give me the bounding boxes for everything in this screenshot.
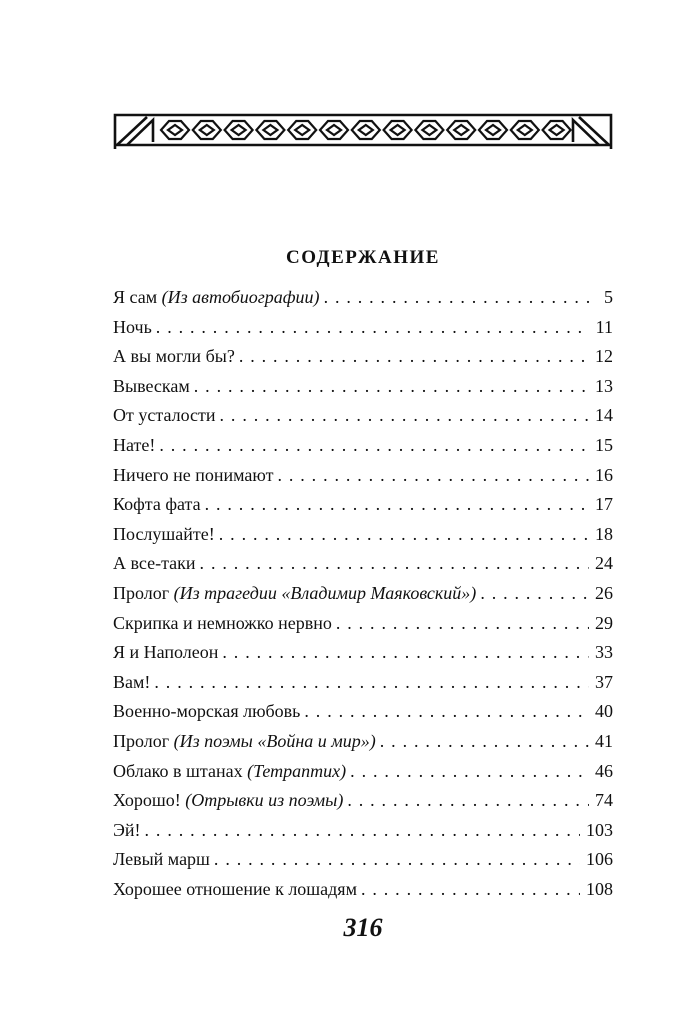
ornament-diamond-motif xyxy=(232,125,246,135)
toc-entry xyxy=(113,845,613,875)
dot-leader xyxy=(350,757,589,787)
ornament-diamond-motif xyxy=(422,125,436,135)
dot-leader xyxy=(277,461,589,491)
toc-entry-page: 103 xyxy=(586,819,613,840)
page-number: 316 xyxy=(343,913,383,942)
toc-entry-title: Пролог (Из трагедии «Владимир Маяковский») xyxy=(113,582,477,603)
dot-leader xyxy=(200,549,589,579)
toc-entry-title: Вывескам xyxy=(113,375,190,396)
toc-entry xyxy=(113,786,613,816)
table-of-contents xyxy=(113,283,613,904)
toc-entry-title: Военно-морская любовь xyxy=(113,701,301,722)
dot-leader xyxy=(380,727,589,757)
toc-entry-title: Левый марш xyxy=(113,849,210,870)
dot-leader xyxy=(154,668,589,698)
toc-entry-page: 106 xyxy=(586,849,613,870)
toc-entry-subtitle: (Отрывки из поэмы) xyxy=(185,790,344,811)
toc-entry xyxy=(113,431,613,461)
toc-entry-title: Облако в штанах (Тетраптих) xyxy=(113,760,347,781)
toc-entry-title: Скрипка и немножко нервно xyxy=(113,612,332,633)
ornament-diamond-motif xyxy=(518,125,532,135)
ornament-diamond-motif xyxy=(391,125,405,135)
decorative-ornament-band xyxy=(113,112,613,150)
toc-entry-page: 40 xyxy=(595,701,613,722)
ornament-diamond-motif xyxy=(200,125,214,135)
toc-entry-page: 11 xyxy=(595,316,613,337)
dot-leader xyxy=(324,283,598,313)
toc-entry-title: Хорошее отношение к лошадям xyxy=(113,878,357,899)
toc-entry-title: Кофта фата xyxy=(113,494,201,515)
dot-leader xyxy=(220,401,589,431)
toc-entry-title: Пролог (Из поэмы «Война и мир») xyxy=(113,730,376,751)
toc-entry-page: 46 xyxy=(595,760,613,781)
dot-leader xyxy=(347,786,589,816)
toc-entry-title: Я сам (Из автобиографии) xyxy=(113,287,320,307)
ornament-diamond-motif xyxy=(359,125,373,135)
toc-entry-page: 74 xyxy=(595,790,613,811)
toc-entry-subtitle: (Из автобиографии) xyxy=(161,287,320,307)
toc-entry-title: Хорошо! (Отрывки из поэмы) xyxy=(113,790,344,811)
toc-entry xyxy=(113,757,613,787)
dot-leader xyxy=(219,520,589,550)
toc-entry-page: 29 xyxy=(595,612,613,633)
dot-leader xyxy=(214,845,580,875)
contents-heading: СОДЕРЖАНИЕ xyxy=(286,247,440,268)
ornament-diamond-motif xyxy=(295,125,309,135)
toc-entry-title: Эй! xyxy=(113,819,141,840)
toc-entry-page: 17 xyxy=(595,494,613,515)
toc-entry xyxy=(113,727,613,757)
toc-entry-subtitle: (Из поэмы «Война и мир») xyxy=(173,730,376,751)
toc-entry xyxy=(113,609,613,639)
toc-entry xyxy=(113,668,613,698)
toc-entry xyxy=(113,313,613,343)
toc-entry-title: Я и Наполеон xyxy=(113,642,219,663)
toc-entry-page: 5 xyxy=(604,287,613,307)
toc-entry xyxy=(113,638,613,668)
toc-entry xyxy=(113,875,613,905)
toc-entry-page: 12 xyxy=(595,346,613,367)
toc-entry-title: Послушайте! xyxy=(113,523,215,544)
ornament-diamond-motif xyxy=(168,125,182,135)
toc-entry-page: 41 xyxy=(595,730,613,751)
toc-entry-subtitle: (Тетраптих) xyxy=(247,760,347,781)
toc-entry xyxy=(113,372,613,402)
dot-leader xyxy=(480,579,589,609)
toc-entry-title: Нате! xyxy=(113,434,156,455)
toc-entry-page: 33 xyxy=(595,642,613,663)
toc-entry-title: Вам! xyxy=(113,671,151,692)
dot-leader xyxy=(239,342,589,372)
ornament-diamond-motif xyxy=(454,125,468,135)
dot-leader xyxy=(304,697,589,727)
toc-entry-page: 16 xyxy=(595,464,613,485)
dot-leader xyxy=(156,313,590,343)
toc-entry-page: 13 xyxy=(595,375,613,396)
toc-entry xyxy=(113,816,613,846)
ornament-diamond-motif xyxy=(263,125,277,135)
toc-entry xyxy=(113,579,613,609)
dot-leader xyxy=(361,875,580,905)
toc-entry-page: 24 xyxy=(595,553,613,574)
ornament-diamond-motif xyxy=(486,125,500,135)
toc-entry xyxy=(113,520,613,550)
ornament-diamond-motif xyxy=(327,125,341,135)
toc-entry xyxy=(113,342,613,372)
toc-entry-title: Ничего не понимают xyxy=(113,464,274,485)
toc-entry-page: 14 xyxy=(595,405,613,426)
toc-entry-subtitle: (Из трагедии «Владимир Маяковский») xyxy=(173,582,477,603)
toc-entry xyxy=(113,461,613,491)
toc-entry-page: 18 xyxy=(595,523,613,544)
toc-entry xyxy=(113,401,613,431)
dot-leader xyxy=(194,372,589,402)
dot-leader xyxy=(222,638,589,668)
toc-entry-title: А все-таки xyxy=(113,553,196,574)
toc-entry xyxy=(113,283,613,313)
toc-entry xyxy=(113,549,613,579)
toc-entry-page: 26 xyxy=(595,582,613,603)
toc-entry-title: Ночь xyxy=(113,316,152,337)
toc-entry-page: 15 xyxy=(595,434,613,455)
toc-entry-page: 37 xyxy=(595,671,613,692)
toc-entry-title: А вы могли бы? xyxy=(113,346,235,367)
dot-leader xyxy=(336,609,589,639)
dot-leader xyxy=(159,431,589,461)
toc-entry-page: 108 xyxy=(586,878,613,899)
toc-entry xyxy=(113,697,613,727)
ornament-diamond-motif xyxy=(550,125,564,135)
toc-entry-title: От усталости xyxy=(113,405,216,426)
dot-leader xyxy=(145,816,580,846)
toc-entry xyxy=(113,490,613,520)
dot-leader xyxy=(205,490,589,520)
